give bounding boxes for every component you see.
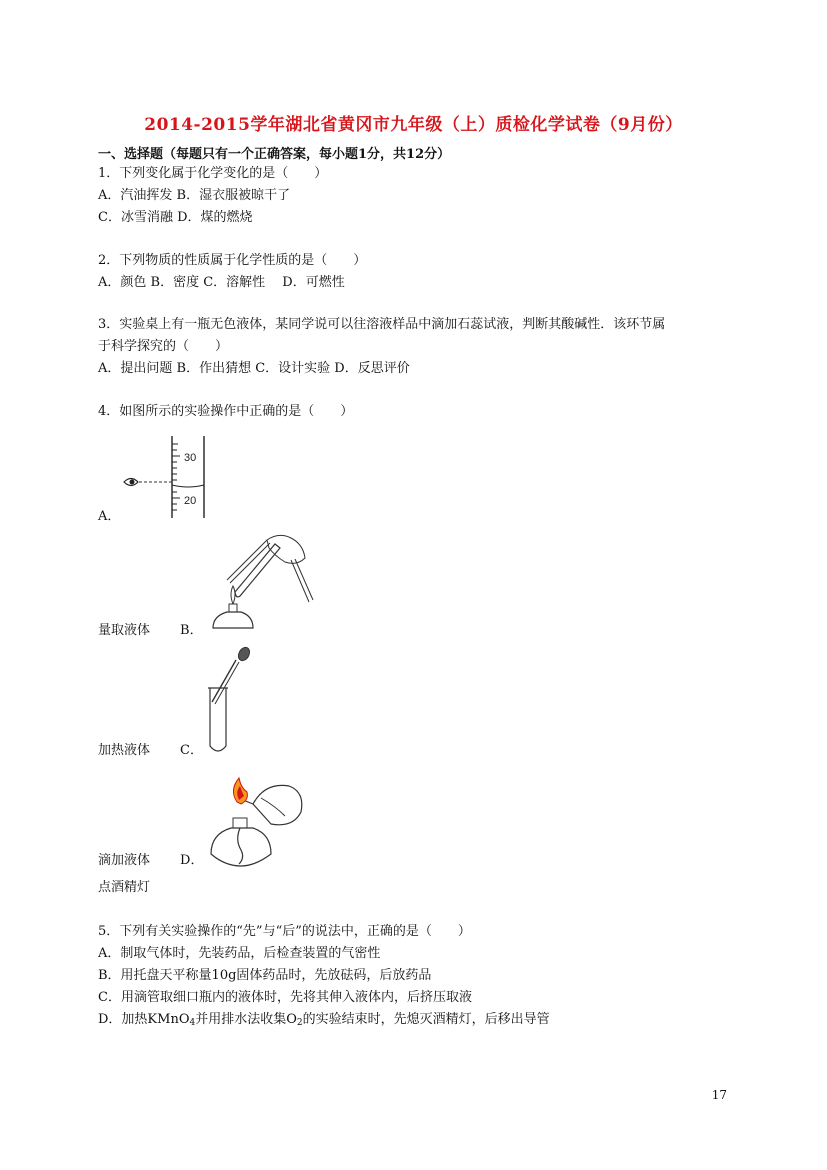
figure-a-measuring-cylinder bbox=[120, 434, 210, 520]
tick-label-30: 30 bbox=[184, 452, 197, 464]
option-d-sub-2: 2 bbox=[296, 1018, 303, 1028]
question-5-option-c: C．用滴管取细口瓶内的液体时，先将其伸入液体内，后挤压取液 bbox=[98, 990, 472, 1005]
option-d-text-3: 的实验结束时，先熄灭酒精灯，后移出导管 bbox=[302, 1012, 550, 1027]
option-c-caption-text: 滴加液体 bbox=[98, 853, 151, 868]
section-heading: 一、选择题（每题只有一个正确答案，每小题1分，共12分） bbox=[98, 147, 451, 162]
page-number: 17 bbox=[711, 1088, 727, 1102]
option-b-caption-text: 加热液体 bbox=[98, 743, 151, 758]
question-5-option-a: A．制取气体时，先装药品，后检查装置的气密性 bbox=[98, 946, 381, 961]
question-3-stem-line2: 于科学探究的（ ） bbox=[98, 339, 229, 354]
option-a-label: A． bbox=[98, 509, 121, 524]
question-2-options: A．颜色 B．密度 C．溶解性 D．可燃性 bbox=[98, 275, 345, 290]
figure-b-heating-test-tube bbox=[205, 532, 315, 642]
option-d-caption: 点酒精灯 bbox=[98, 880, 151, 895]
tick-label-20: 20 bbox=[184, 495, 197, 507]
option-d-sub-4: 4 bbox=[189, 1018, 196, 1028]
question-5-option-b: B．用托盘天平称量10g固体药品时，先放砝码，后放药品 bbox=[98, 968, 432, 983]
question-3-options: A．提出问题 B．作出猜想 C．设计实验 D．反思评价 bbox=[98, 361, 410, 376]
exam-title: 2014-2015学年湖北省黄冈市九年级（上）质检化学试卷（9月份） bbox=[144, 115, 683, 135]
question-1-options-ab: A．汽油挥发 B．湿衣服被晾干了 bbox=[98, 188, 291, 203]
option-c-caption bbox=[98, 852, 203, 870]
figure-c-dropper bbox=[200, 648, 260, 758]
figure-d-lighting-lamp bbox=[205, 776, 310, 874]
option-d-label: D． bbox=[180, 853, 204, 868]
option-d-text-1: D．加热KMnO bbox=[98, 1012, 190, 1027]
option-a-caption-text: 量取液体 bbox=[98, 623, 151, 638]
question-2-stem: 2．下列物质的性质属于化学性质的是（ ） bbox=[98, 253, 367, 268]
option-d-text-2: 并用排水法收集O bbox=[195, 1012, 297, 1027]
question-5-stem: 5．下列有关实验操作的“先”与“后”的说法中，正确的是（ ） bbox=[98, 924, 471, 939]
question-5-option-d bbox=[98, 1011, 550, 1032]
option-a-caption bbox=[98, 622, 203, 640]
option-c-label: C． bbox=[180, 743, 203, 758]
option-b-caption bbox=[98, 742, 203, 760]
question-4-stem: 4．如图所示的实验操作中正确的是（ ） bbox=[98, 404, 354, 419]
eye-icon bbox=[124, 479, 138, 486]
question-1-stem: 1．下列变化属于化学变化的是（ ） bbox=[98, 166, 328, 181]
question-3-stem-line1: 3．实验桌上有一瓶无色液体，某同学说可以往溶液样品中滴加石蕊试液，判断其酸碱性．该环节属 bbox=[98, 317, 666, 332]
question-1-options-cd: C．冰雪消融 D．煤的燃烧 bbox=[98, 210, 253, 225]
option-b-label: B． bbox=[180, 623, 203, 638]
